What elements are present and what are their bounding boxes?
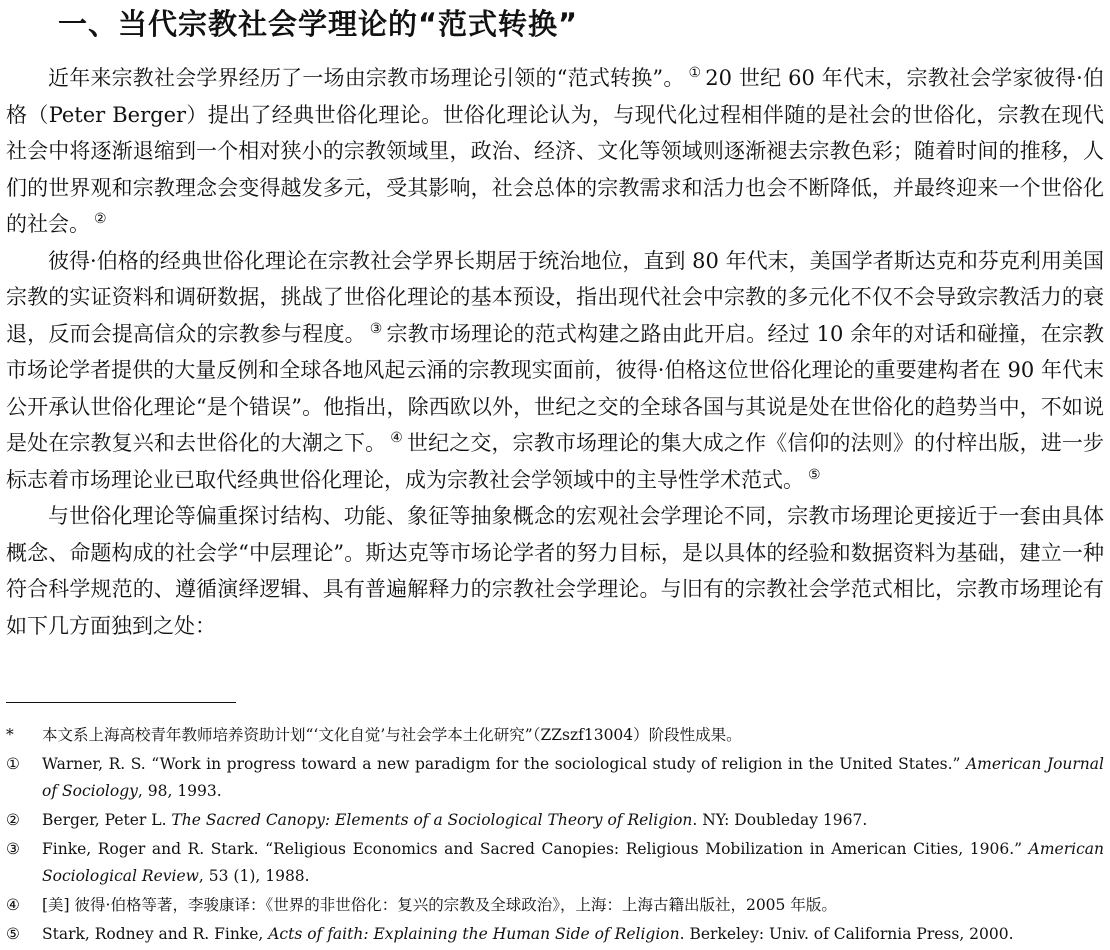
- footnote-ref-5[interactable]: ⑤: [808, 466, 821, 483]
- footnote-journal: American Sociological Review: [42, 840, 1104, 885]
- footnote-4: [6, 892, 1104, 919]
- footnote-book-title: The Sacred Canopy: Elements of a Sociological Theory of Religion: [171, 811, 693, 829]
- footnote-divider: [6, 702, 236, 703]
- footnote-mark: ②: [6, 811, 20, 829]
- footnote-ref-1[interactable]: ①: [688, 65, 702, 81]
- paragraph-2-part-b: 宗教市场理论的范式构建之路由此开启。经过 10 余年的对话和碰撞，在宗教市场论学者提供的大量反例和全球各地风起云涌的宗教现实面前，彼得·伯格这位世俗化理论的重要建构者在 90 年代末公开承认世俗化理论“是个错误”。他指出，除西欧以外，世纪之交的全球各国与其说是处在世俗化的趋势当中，不如说是处在宗教复兴和去世俗化的大潮之下。: [6, 321, 1104, 455]
- footnote-citation-end: . NY: Doubleday 1967.: [692, 811, 868, 829]
- paragraph-1: [6, 60, 1104, 243]
- footnote-ref-3[interactable]: ③: [369, 320, 383, 337]
- footnote-text: 本文系上海高校青年教师培养资助计划“‘文化自觉’与社会学本土化研究”（ZZszf13004）阶段性成果。: [42, 726, 742, 744]
- footnote-citation-end: , 53 (1), 1988.: [198, 867, 310, 885]
- body-text: [6, 60, 1104, 644]
- paragraph-2: [6, 243, 1104, 499]
- footnote-star: [6, 722, 1104, 749]
- paragraph-2-part-c: 世纪之交，宗教市场理论的集大成之作《信仰的法则》的付梓出版，进一步标志着市场理论业已取代经典世俗化理论，成为宗教社会学领域中的主导性学术范式。: [6, 431, 1105, 492]
- footnote-ref-2[interactable]: ②: [94, 211, 107, 227]
- footnote-text: [42, 751, 1104, 805]
- footnotes: [6, 722, 1104, 950]
- paragraph-2-part-a: 彼得·伯格的经典世俗化理论在宗教社会学界长期居于统治地位，直到 80 年代末，美国学者斯达克和芬克利用美国宗教的实证资料和调研数据，挑战了世俗化理论的基本预设，指出现代社会中宗教的多元化不仅不会导致宗教活力的衰退，反而会提高信众的宗教参与程度。: [6, 248, 1104, 346]
- footnote-citation-end: . Berkeley: Univ. of California Press, 2000.: [679, 925, 1014, 943]
- footnote-citation-end: , 98, 1993.: [137, 782, 222, 800]
- footnote-text: [42, 807, 1104, 834]
- footnote-text: [42, 836, 1104, 890]
- footnote-citation: Stark, Rodney and R. Finke,: [42, 925, 269, 943]
- footnote-citation: Warner, R. S. “Work in progress toward a new paradigm for the sociological study of religion in the United States.”: [42, 755, 966, 773]
- footnote-book-title: Acts of faith: Explaining the Human Side of Religion: [268, 925, 680, 943]
- footnote-mark: ⑤: [6, 925, 20, 943]
- footnote-1: [6, 751, 1104, 805]
- paragraph-3: 与世俗化理论等偏重探讨结构、功能、象征等抽象概念的宏观社会学理论不同，宗教市场理论更接近于一套由具体概念、命题构成的社会学“中层理论”。斯达克等市场论学者的努力目标，是以具体的经验和数据资料为基础，建立一种符合科学规范的、遵循演绎逻辑、具有普遍解释力的宗教社会学理论。与旧有的宗教社会学范式相比，宗教市场理论有如下几方面独到之处：: [6, 504, 1104, 638]
- footnote-citation: Finke, Roger and R. Stark. “Religious Economics and Sacred Canopies: Religious Mobilization in American Cities, 1906.”: [42, 840, 1029, 858]
- footnote-ref-4[interactable]: ④: [390, 430, 403, 446]
- footnote-3: [6, 836, 1104, 890]
- footnote-journal: American Journal of Sociology: [42, 755, 1104, 800]
- paragraph-1-part-b: 20 世纪 60 年代末，宗教社会学家彼得·伯格（Peter Berger）提出了经典世俗化理论。世俗化理论认为，与现代化过程相伴随的是社会的世俗化，宗教在现代社会中将逐渐退缩到一个相对狭小的宗教领域里，政治、经济、文化等领域则逐渐褪去宗教色彩；随着时间的推移，人们的世界观和宗教理念会变得越发多元，受其影响，社会总体的宗教需求和活力也会不断降低，并最终迎来一个世俗化的社会。: [6, 66, 1104, 236]
- footnote-text: [美] 彼得·伯格等著，李骏康译：《世界的非世俗化：复兴的宗教及全球政治》，上海：上海古籍出版社，2005 年版。: [42, 896, 837, 914]
- footnote-mark: ④: [6, 896, 20, 914]
- footnote-2: [6, 807, 1104, 834]
- footnote-mark: ③: [6, 840, 20, 858]
- paragraph-1-part-a: 近年来宗教社会学界经历了一场由宗教市场理论引领的“范式转换”。: [48, 66, 685, 90]
- footnote-mark: ①: [6, 755, 20, 773]
- footnote-citation: Berger, Peter L.: [42, 811, 172, 829]
- footnote-mark: *: [6, 726, 14, 744]
- section-title: 一、当代宗教社会学理论的“范式转换”: [58, 7, 579, 41]
